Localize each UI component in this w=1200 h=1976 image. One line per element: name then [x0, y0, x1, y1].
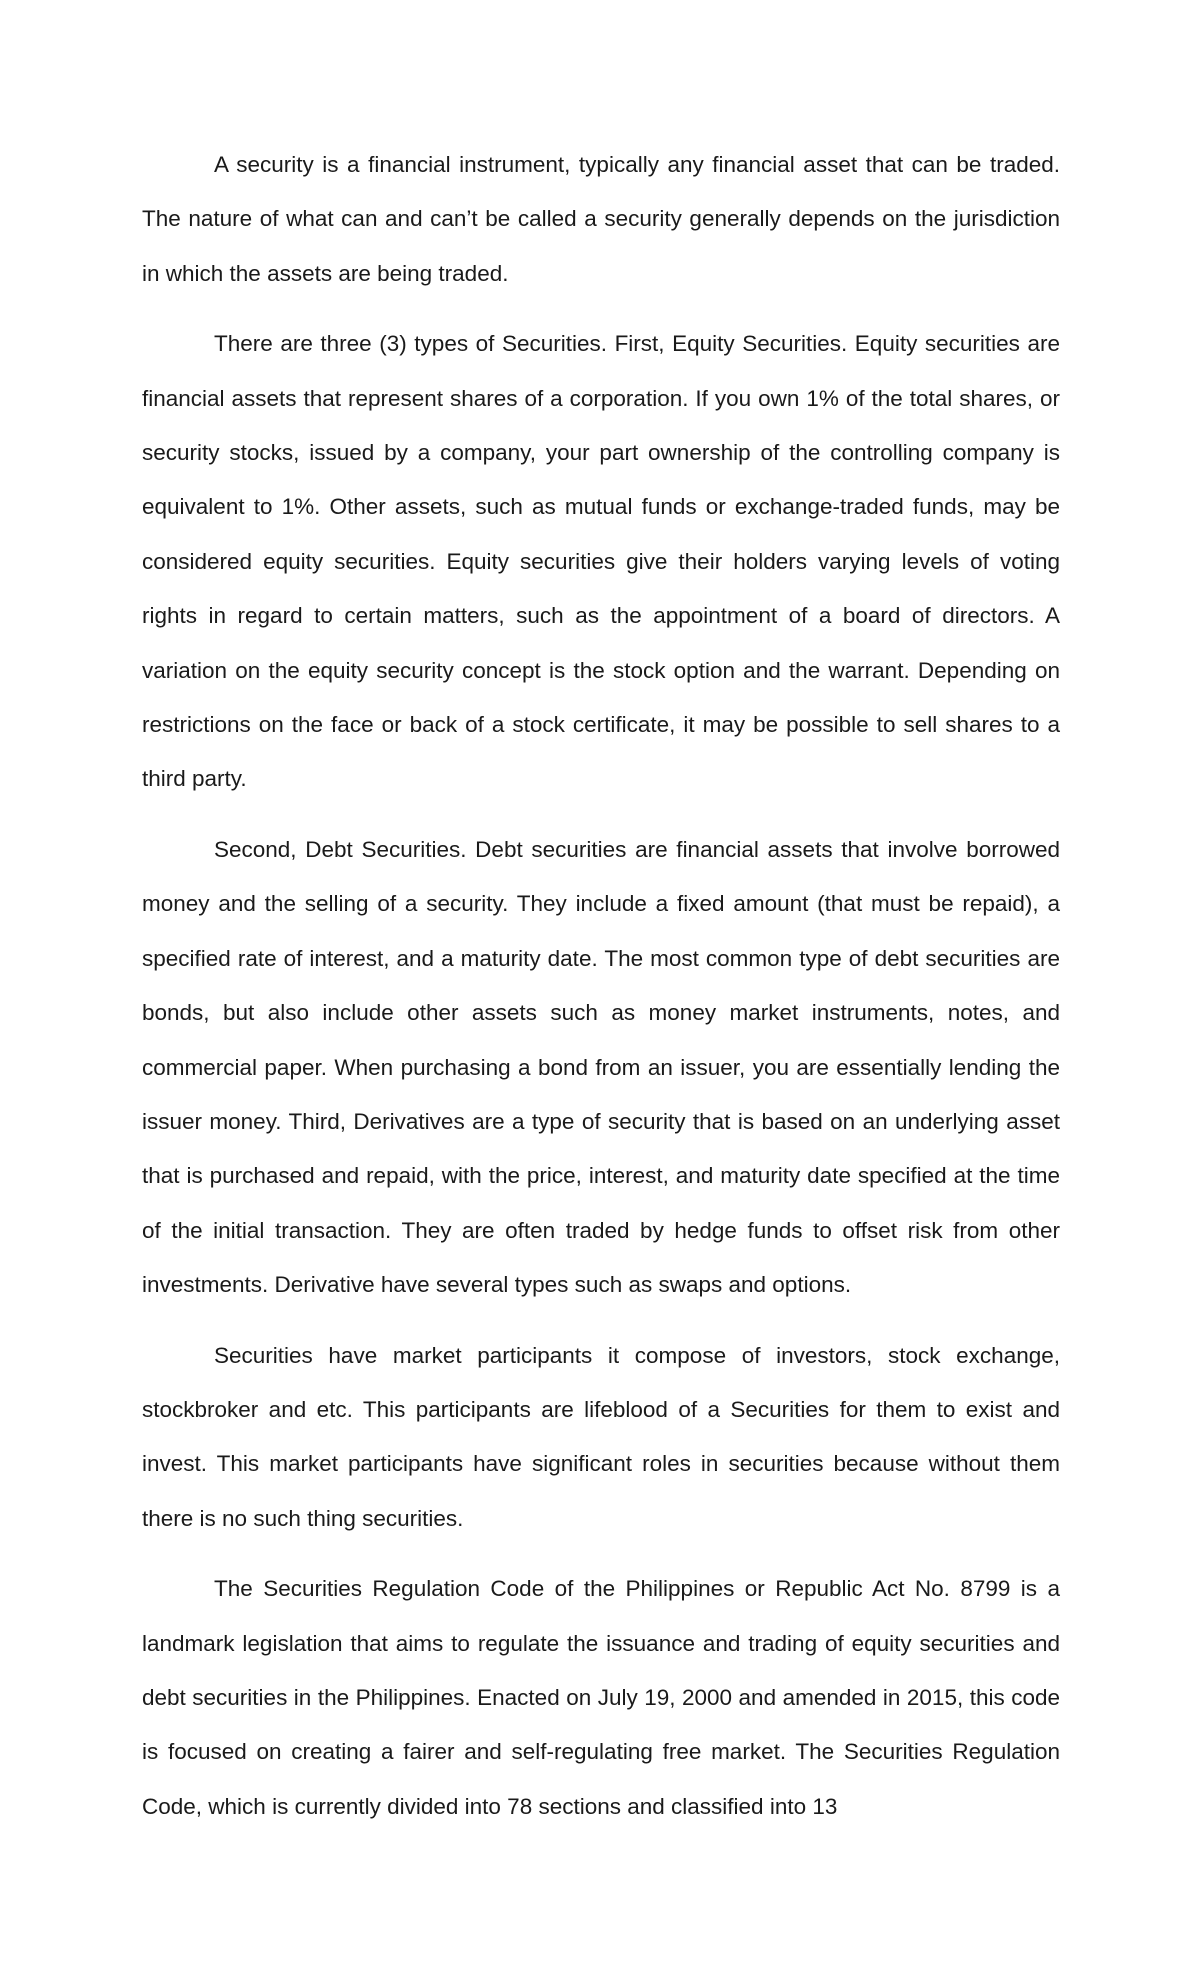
paragraph-market-participants: Securities have market participants it compose of investors, stock exchange, stockbroker and etc. This participants are lifeblood of a Securities for them to exist and invest. This market participants have significant roles in securities because without them there is no such thing securities.	[142, 1342, 1060, 1531]
paragraph-security-definition: A security is a financial instrument, typically any financial asset that can be traded. The nature of what can and can’t be called a security generally depends on the jurisdiction in which the assets are being traded.	[142, 152, 1060, 286]
document-body	[142, 138, 1060, 1850]
paragraph-debt-and-derivatives: Second, Debt Securities. Debt securities are financial assets that involve borrowed money and the selling of a security. They include a fixed amount (that must be repaid), a specified rate of interest, and a maturity date. The most common type of debt securities are bonds, but also include other assets such as money market instruments, notes, and commercial paper. When purchasing a bond from an issuer, you are essentially lending the issuer money. Third, Derivatives are a type of security that is based on an underlying asset that is purchased and repaid, with the price, interest, and maturity date specified at the time of the initial transaction. They are often traded by hedge funds to offset risk from other investments. Derivative have several types such as swaps and options.	[142, 836, 1060, 1298]
paragraph-securities-regulation-code: The Securities Regulation Code of the Philippines or Republic Act No. 8799 is a landmark legislation that aims to regulate the issuance and trading of equity securities and debt securities in the Philippines. Enacted on July 19, 2000 and amended in 2015, this code is focused on creating a fairer and self-regulating free market. The Securities Regulation Code, which is currently divided into 78 sections and classified into 13	[142, 1576, 1060, 1819]
paragraph-equity-securities: There are three (3) types of Securities. First, Equity Securities. Equity securities are financial assets that represent shares of a corporation. If you own 1% of the total shares, or security stocks, issued by a company, your part ownership of the controlling company is equivalent to 1%. Other assets, such as mutual funds or exchange-traded funds, may be considered equity securities. Equity securities give their holders varying levels of voting rights in regard to certain matters, such as the appointment of a board of directors. A variation on the equity security concept is the stock option and the warrant. Depending on restrictions on the face or back of a stock certificate, it may be possible to sell shares to a third party.	[142, 331, 1060, 792]
